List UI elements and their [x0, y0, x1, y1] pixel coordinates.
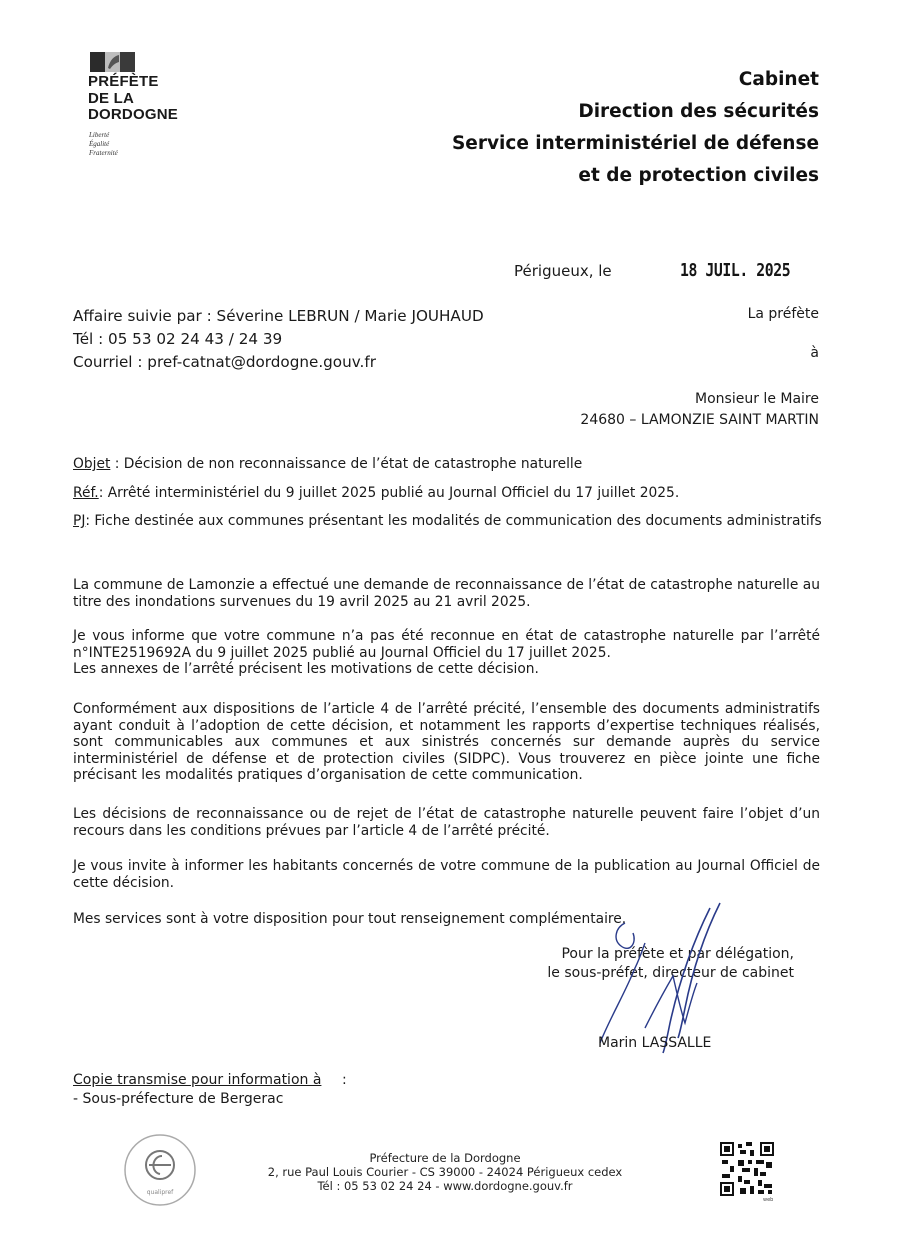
date-place: Périgueux, le — [514, 262, 612, 280]
copy-title-suffix: : — [342, 1072, 347, 1088]
service-line: et de protection civiles — [578, 165, 819, 186]
service-title — [399, 64, 819, 192]
pj-text: : Fiche destinée aux communes présentant les modalités de communication des documents administratifs — [85, 513, 822, 529]
to-word: à — [810, 345, 819, 361]
footer-line: Préfecture de la Dordogne — [369, 1151, 521, 1165]
delegation-line: le sous-préfet, directeur de cabinet — [547, 965, 794, 981]
paragraph: Les décisions de reconnaissance ou de rejet de l’état de catastrophe naturelle peuvent faire l’objet d’un recours dans les conditions prévues par l’article 4 de l’arrêté précité. — [73, 806, 820, 839]
objet-label: Objet — [73, 456, 111, 472]
objet-text: : Décision de non reconnaissance de l’état de catastrophe naturelle — [110, 456, 583, 472]
contact-email: Courriel : pref-catnat@dordogne.gouv.fr — [73, 353, 376, 371]
prefecture-line: PRÉFÈTE — [88, 73, 159, 90]
seal-caption: qualipref — [146, 1189, 174, 1196]
handwritten-signature-icon — [585, 898, 735, 1058]
delegation-line: Pour la préfète et par délégation, — [561, 946, 794, 962]
objet-line — [73, 456, 823, 473]
qualipref-seal-icon — [122, 1132, 198, 1208]
footer-line: Tél : 05 53 02 24 24 - www.dordogne.gouv.fr — [317, 1179, 573, 1193]
copy-item: - Sous-préfecture de Bergerac — [73, 1091, 284, 1107]
motto-line: Fraternité — [89, 149, 118, 157]
prefecture-line: DORDOGNE — [88, 106, 178, 123]
motto-line: Égalité — [89, 140, 110, 148]
sender: La préfète — [747, 306, 819, 322]
paragraph: Conformément aux dispositions de l’article 4 de l’arrêté précité, l’ensemble des documents administratifs ayant conduit à l’adoption de cette décision, et notamment les rapports d’expertise techniques réalisés, sont communicables aux communes et aux sinistrés concernés sur demande auprès du service interministériel de défense et de protection civiles (SIDPC). Vous trouverez en pièce jointe une fiche précisant les modalités pratiques d’organisation de cette communication. — [73, 701, 820, 783]
motto-line: Liberté — [89, 131, 110, 139]
paragraph-line: Je vous informe que votre commune n’a pas été reconnue en état de catastrophe naturelle par l’arrêté n°INTE2519692A du 9 juillet 2025 publié au Journal Officiel du 17 juillet 2025. — [73, 628, 820, 661]
republic-motto — [89, 131, 169, 158]
contact-phone: Tél : 05 53 02 24 43 / 24 39 — [73, 330, 283, 348]
footer-address — [250, 1151, 640, 1193]
ref-line — [73, 485, 823, 502]
followed-by: Affaire suivie par : Séverine LEBRUN / Marie JOUHAUD — [73, 307, 484, 325]
paragraph — [73, 628, 820, 678]
copy-title-text: Copie transmise pour information à — [73, 1072, 322, 1088]
service-line: Direction des sécurités — [578, 101, 819, 122]
recipient-line: 24680 – LAMONZIE SAINT MARTIN — [580, 412, 819, 428]
pj-label: PJ — [73, 513, 86, 529]
paragraph: Mes services sont à votre disposition pour tout renseignement complémentaire. — [73, 911, 627, 927]
service-line: Service interministériel de défense — [451, 133, 819, 154]
recipient-block — [580, 389, 819, 431]
ref-label: Réf. — [73, 485, 99, 501]
paragraph: La commune de Lamonzie a effectué une demande de reconnaissance de l’état de catastrophe naturelle au titre des inondations survenues du 19 avril 2025 au 21 avril 2025. — [73, 577, 820, 610]
recipient-line: Monsieur le Maire — [695, 391, 819, 407]
contact-block — [73, 305, 484, 374]
signatory-name: Marin LASSALLE — [598, 1035, 712, 1051]
qr-code-icon[interactable] — [720, 1142, 774, 1196]
ref-text: : Arrêté interministériel du 9 juillet 2025 publié au Journal Officiel du 17 juillet 2025. — [98, 485, 680, 501]
paragraph: Je vous invite à informer les habitants concernés de votre commune de la publication au Journal Officiel de cette décision. — [73, 858, 820, 891]
paragraph-line: Les annexes de l’arrêté précisent les motivations de cette décision. — [73, 661, 539, 677]
service-line: Cabinet — [738, 69, 819, 90]
copy-title — [73, 1072, 321, 1088]
marianne-logo-icon — [90, 52, 135, 72]
date-stamp: 18 JUIL. 2025 — [680, 260, 791, 281]
prefecture-name — [88, 74, 238, 124]
prefecture-line: DE LA — [88, 89, 134, 107]
qr-label: web — [763, 1197, 774, 1203]
footer-line: 2, rue Paul Louis Courier - CS 39000 - 24024 Périgueux cedex — [267, 1165, 623, 1179]
pj-line — [73, 513, 823, 530]
